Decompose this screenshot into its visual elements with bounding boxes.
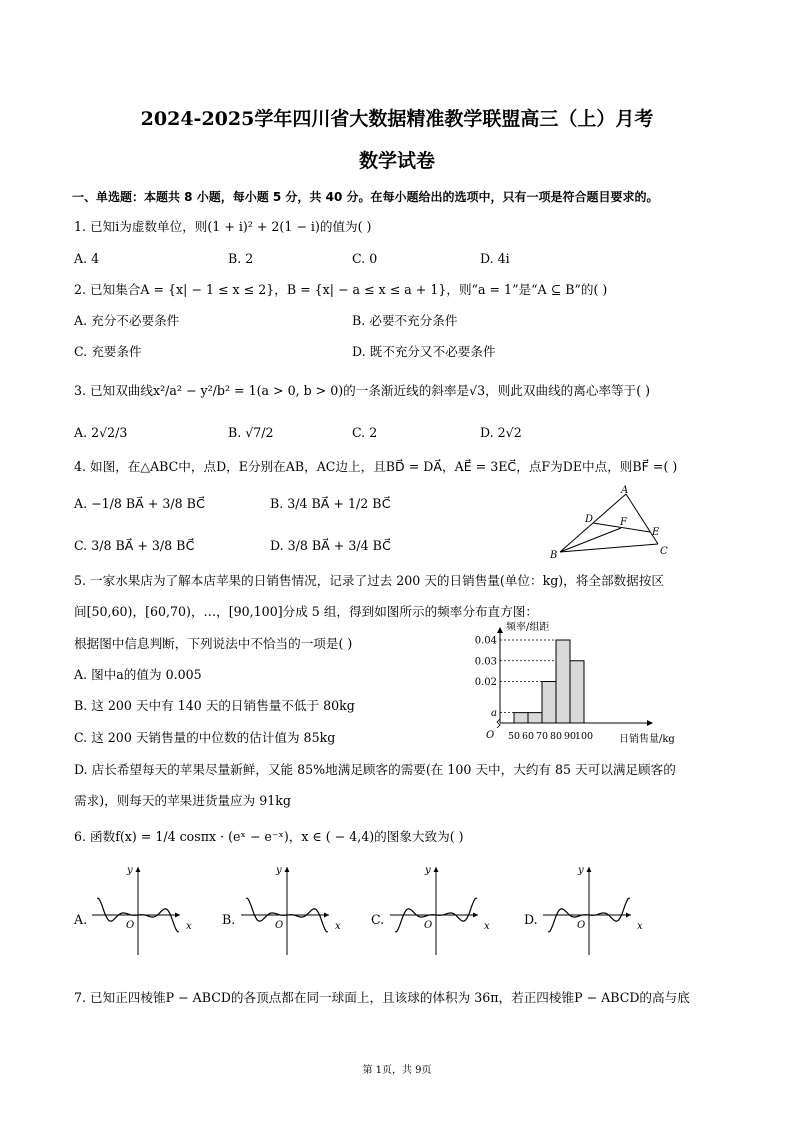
x-axis-arrow [473, 913, 478, 918]
label-d: D [585, 514, 594, 525]
histogram-bar [542, 682, 556, 724]
histogram-x-label: 日销售量/kg [619, 734, 675, 745]
q6-graph-b [237, 855, 347, 960]
q3-option-b: B. √7/2 [228, 425, 274, 440]
q6-option-b: B. [222, 912, 236, 927]
question-5-stem-2: 间[50,60)，[60,70)，…，[90,100]分成 5 组，得到如图所示的频率分布直方图： [74, 604, 538, 619]
page-footer: 第 1页，共 9页 [362, 1065, 432, 1076]
y-axis-arrow [434, 867, 439, 872]
x-axis-arrow [626, 913, 631, 918]
question-5-stem-3: 根据图中信息判断，下列说法中不恰当的一项是( ) [74, 636, 353, 651]
y-axis-label: y [276, 865, 282, 876]
question-7-stem: 7. 已知正四棱锥P − ABCD的各顶点都在同一球面上，且该球的体积为 36π，若正四棱锥P − ABCD的高与底 [74, 990, 690, 1005]
y-axis-arrow [285, 867, 290, 872]
q5-option-d-line1: D. 店长希望每天的苹果尽量新鲜，又能 85%地满足顾客的需要(在 100 天中，大约有 85 天可以满足顾客的 [74, 762, 676, 777]
x-axis-arrow [324, 913, 329, 918]
q2-option-d: D. 既不充分又不必要条件 [352, 344, 496, 359]
histogram-x-tick: 80 [549, 731, 563, 742]
y-axis-label: y [425, 865, 431, 876]
label-a: A [621, 485, 629, 496]
question-1-stem: 1. 已知i为虚数单位，则(1 + i)² + 2(1 − i)的值为( ) [74, 219, 372, 234]
section-heading: 一、单选题：本题共 8 小题，每小题 5 分，共 40 分。在每小题给出的选项中，只有一项是符合题目要求的。 [72, 190, 659, 204]
histogram-bar [514, 713, 528, 723]
histogram-y-tick: 0.02 [474, 677, 497, 688]
q1-option-b: B. 2 [228, 251, 254, 266]
y-axis-label: y [127, 865, 133, 876]
origin-label: O [275, 920, 284, 931]
q3-option-a: A. 2√2/3 [74, 425, 128, 440]
x-axis-label: x [335, 921, 341, 932]
q4-option-c: C. 3/8 BA⃗ + 3/8 BC⃗ [74, 538, 195, 553]
histogram-bar [570, 661, 584, 723]
label-e: E [652, 527, 660, 538]
x-axis-label: x [637, 921, 643, 932]
x-axis-arrow [175, 913, 180, 918]
frequency-histogram [470, 618, 695, 748]
q5-option-b: B. 这 200 天中有 140 天的日销售量不低于 80kg [74, 698, 355, 713]
q1-option-a: A. 4 [74, 251, 100, 266]
q3-option-c: C. 2 [352, 425, 378, 440]
histogram-origin: O [486, 730, 495, 741]
question-4-stem: 4. 如图，在△ABC中，点D，E分别在AB，AC边上，且BD⃗ = DA⃗，AE⃗ = 3EC⃗，点F为DE中点，则BF⃗ =( ) [74, 459, 678, 474]
q4-option-d: D. 3/8 BA⃗ + 3/4 BC⃗ [270, 538, 391, 553]
histogram-y-tick: 0.03 [474, 656, 497, 668]
histogram-y-label: 频率/组距 [506, 622, 550, 633]
q6-graph-d [539, 855, 649, 960]
page-title: 2024-2025学年四川省大数据精准教学联盟高三（上）月考 [140, 108, 654, 130]
label-b: B [550, 550, 558, 561]
q2-option-c: C. 充要条件 [74, 344, 142, 359]
origin-label: O [126, 920, 135, 931]
q5-option-c: C. 这 200 天销售量的中位数的估计值为 85kg [74, 730, 336, 745]
y-axis-arrow [136, 867, 141, 872]
q6-option-c: C. [371, 912, 385, 927]
q3-option-d: D. 2√2 [480, 425, 522, 440]
histogram-bar [556, 640, 570, 723]
q6-option-a: A. [74, 912, 88, 927]
histogram-x-tick: 50 [507, 731, 521, 742]
question-2-stem: 2. 已知集合A = {x| − 1 ≤ x ≤ 2}，B = {x| − a ≤ x ≤ a + 1}，则“a = 1”是“A ⊆ B”的( ) [74, 282, 608, 297]
histogram-bar [528, 713, 542, 723]
q4-option-a: A. −1/8 BA⃗ + 3/8 BC⃗ [74, 496, 205, 511]
q1-option-d: D. 4i [480, 251, 510, 266]
q5-option-d-line2: 需求)，则每天的苹果进货量应为 91kg [74, 793, 291, 808]
question-5-stem-1: 5. 一家水果店为了解本店苹果的日销售情况，记录了过去 200 天的日销售量(单位：kg)，将全部数据按区 [74, 573, 664, 588]
question-6-stem: 6. 函数f(x) = 1/4 cosπx · (eˣ − e⁻ˣ)，x ∈ ( − 4,4)的图象大致为( ) [74, 829, 464, 844]
label-c: C [660, 546, 668, 557]
triangle-figure [548, 480, 678, 562]
q5-option-a: A. 图中a的值为 0.005 [74, 667, 202, 682]
histogram-y-tick: a [491, 708, 497, 720]
y-axis-label: y [578, 865, 584, 876]
q2-option-b: B. 必要不充分条件 [352, 313, 458, 328]
question-3-stem: 3. 已知双曲线x²/a² − y²/b² = 1(a > 0, b > 0)的一条渐近线的斜率是√3，则此双曲线的离心率等于( ) [74, 383, 651, 398]
q6-option-d: D. [524, 912, 538, 927]
origin-label: O [424, 920, 433, 931]
x-axis-label: x [484, 921, 490, 932]
histogram-x-tick: 100 [574, 731, 594, 742]
histogram-x-tick: 90 [563, 731, 577, 742]
q6-graph-c [386, 855, 496, 960]
histogram-x-tick: 70 [535, 731, 549, 742]
origin-label: O [577, 920, 586, 931]
label-f: F [620, 517, 627, 528]
page-subtitle: 数学试卷 [358, 150, 435, 172]
q6-graph-a [88, 855, 198, 960]
q2-option-a: A. 充分不必要条件 [74, 313, 180, 328]
y-axis-arrow [587, 867, 592, 872]
x-axis-label: x [186, 921, 192, 932]
histogram-x-tick: 60 [521, 731, 535, 742]
histogram-y-tick: 0.04 [474, 635, 497, 647]
q4-option-b: B. 3/4 BA⃗ + 1/2 BC⃗ [270, 496, 391, 511]
q1-option-c: C. 0 [352, 251, 378, 266]
